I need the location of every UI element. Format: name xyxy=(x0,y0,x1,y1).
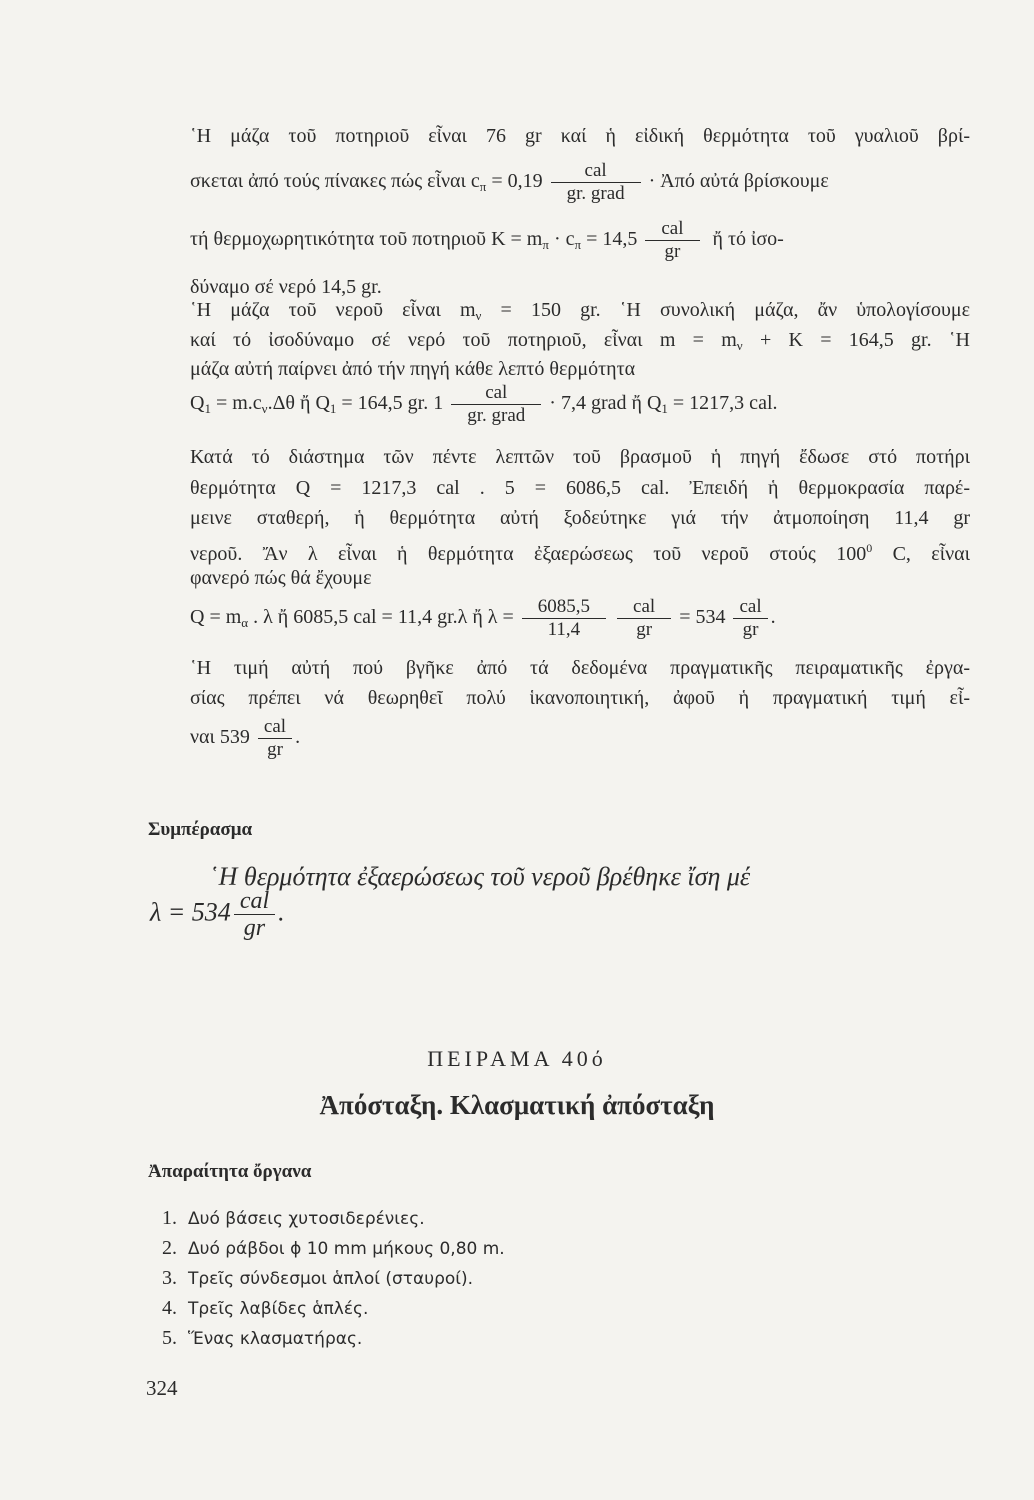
text-line: ναι 539 $\frac{\text{cal}}{gr}$ . xyxy=(190,716,301,760)
fraction: $\frac{\text{cal}}{\text{gr. grad}}$ xyxy=(551,160,641,205)
text-line: ῾Η τιμή αὐτή πού βγῆκε ἀπό τά δεδομένα πραγματικῆς πειραματικῆς ἐργα- xyxy=(190,657,970,679)
list-item: 2. Δυό ράβδοι ϕ 10 mm μήκους 0,80 m. xyxy=(162,1237,505,1259)
conclusion-formula: λ = 534 $\frac{\text{cal}}{gr}$ . xyxy=(150,888,285,941)
text-line: ῾Η μάζα τοῦ νεροῦ εἶναι $m_\nu = 150$ gr. ῾Η συνολική μάζα, ἄν ὑπολογίσουμε xyxy=(190,299,970,323)
text-line: καί τό ἰσοδύναμο σέ νερό τοῦ ποτηριοῦ, εἶναι $m = m_\nu + K = 164,5$ gr. ῾Η xyxy=(190,329,970,353)
fraction: $\frac{\text{cal}}{gr}$ xyxy=(258,716,292,761)
fraction: $\frac{\text{cal}}{gr}$ xyxy=(645,218,699,263)
fraction: $\frac{\text{cal}}{\text{gr. grad}}$ xyxy=(451,382,541,427)
text-line: θερμότητα Q = 1217,3 cal . 5 = 6086,5 cal. Ἐπειδή ἡ θερμοκρασία παρέ- xyxy=(190,477,970,499)
text-line: μεινε σταθερή, ἡ θερμότητα αὐτή ξοδεύτηκε γιά τήν ἀτμοποίηση 11,4 gr xyxy=(190,507,970,529)
conclusion-text: ῾Η θερμότητα ἐξαερώσεως τοῦ νεροῦ βρέθηκε ἴση μέ xyxy=(210,862,751,891)
fraction: $\frac{\text{cal}}{gr}$ xyxy=(733,596,767,641)
text-line: δύναμο σέ νερό 14,5 gr. xyxy=(190,276,382,298)
text-line: φανερό πώς θά ἔχουμε xyxy=(190,567,372,589)
fraction: $\frac{\text{cal}}{gr}$ xyxy=(617,596,671,641)
text-line: μάζα αὐτή παίρνει ἀπό τήν πηγή κάθε λεπτό θερμότητα xyxy=(190,358,636,380)
text-line: σκεται ἀπό τούς πίνακες πώς εἶναι $c_\pi = 0,19$ $\frac{\text{cal}}{\text{gr. grad}}$ · Ἀπό αὐτά βρίσκουμε xyxy=(190,160,829,204)
text-line: νεροῦ. Ἄν λ εἶναι ἡ θερμότητα ἐξαερώσεως τοῦ νεροῦ στούς $100^0$ C, εἶναι xyxy=(190,541,970,565)
equation-line: $Q = m_\alpha$ . λ ἤ 6085,5 cal = 11,4 gr.λ ἤ λ = $\frac{6085,5}{11,4}$ $\frac{\text{cal}}{gr}$ = 534 $\frac{\text{cal}}{gr}$ . xyxy=(190,596,776,640)
list-item: 5. Ἕνας κλασματήρας. xyxy=(162,1327,363,1349)
text-line: Κατά τό διάστημα τῶν πέντε λεπτῶν τοῦ βρασμοῦ ἡ πηγή ἔδωσε στό ποτήρι xyxy=(190,446,970,468)
experiment-title: ΠΕΙΡΑΜΑ 40ό xyxy=(427,1046,607,1071)
list-item: 4. Τρεῖς λαβίδες ἁπλές. xyxy=(162,1297,369,1319)
instruments-label: Ἀπαραίτητα ὄργανα xyxy=(148,1161,312,1182)
text-line: τή θερμοχωρητικότητα τοῦ ποτηριοῦ $K = m_\pi \cdot c_\pi = 14,5$ $\frac{\text{cal}}{gr}$ ἤ τό ἰσο- xyxy=(190,218,784,262)
text-line: ῾Η μάζα τοῦ ποτηριοῦ εἶναι 76 gr καί ἡ εἰδική θερμότητα τοῦ γυαλιοῦ βρί- xyxy=(190,125,970,147)
list-item: 3. Τρεῖς σύνδεσμοι ἁπλοί (σταυροί). xyxy=(162,1267,474,1289)
text-line: σίας πρέπει νά θεωρηθεῖ πολύ ἱκανοποιητική, ἀφοῦ ἡ πραγματική τιμή εἶ- xyxy=(190,687,970,709)
list-item: 1. Δυό βάσεις χυτοσιδερένιες. xyxy=(162,1207,425,1229)
experiment-subtitle: Ἀπόσταξη. Κλασματική ἀπόσταξη xyxy=(319,1090,715,1120)
fraction: $\frac{6085,5}{11,4}$ xyxy=(522,596,606,641)
page-number: 324 xyxy=(146,1376,178,1400)
fraction: $\frac{\text{cal}}{gr}$ xyxy=(234,888,275,941)
equation-line: $Q_1 = m.c_\nu.\Delta\theta$ ἤ $Q_1 = 164,5$ gr. 1 $\frac{\text{cal}}{\text{gr. grad}}$ · 7,4 grad ἤ $Q_1 = 1217,3$ cal. xyxy=(190,382,778,426)
conclusion-label: Συμπέρασμα xyxy=(148,819,253,840)
